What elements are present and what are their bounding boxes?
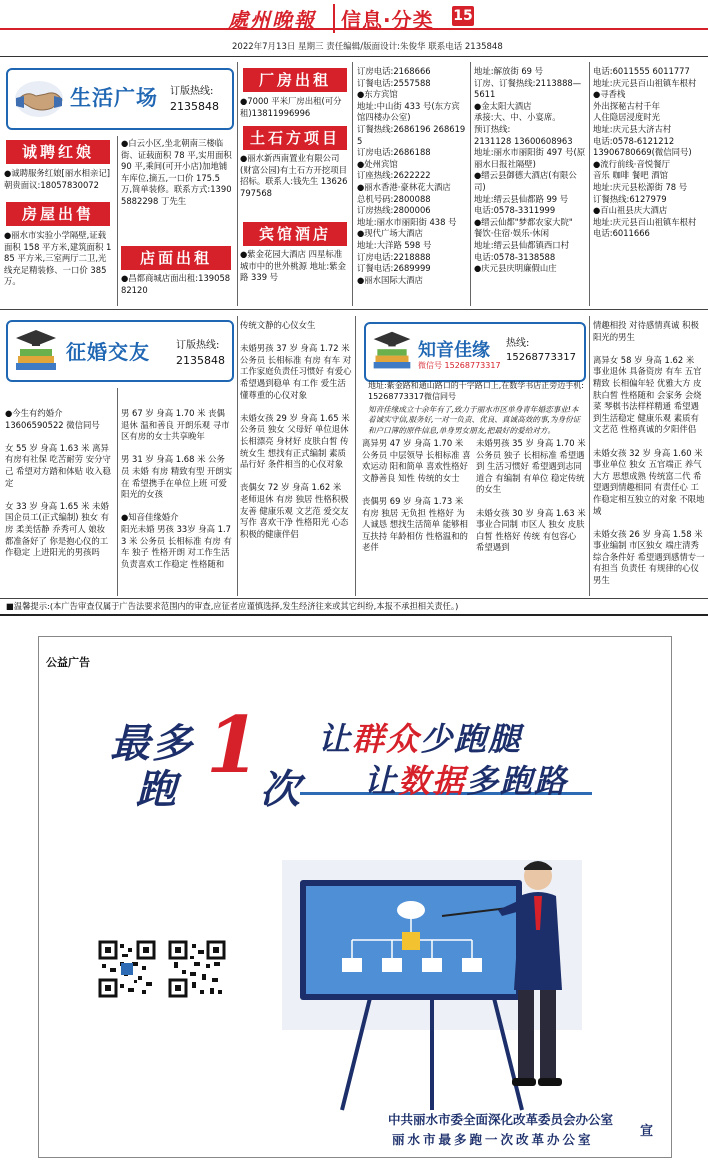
dianmian-title: 店面出租 [121,246,231,270]
zhiyin-hotline-label: 热线: [506,338,530,349]
slogan-ci: 次 [260,767,300,813]
binguan-body: ●紫金花园大酒店 四星标准 城市中的世外桃源 地址:紫金路 339 号 [240,249,346,283]
hotels-col-1: 订房电话:2168666 订餐电话:2557588 ●东方宾馆 地址:中山街 433 号(东方宾馆四楼办公室) 订餐热线:2686196 2686195 订房电话:2686188 ●处州宾馆 订座热线:2622222 ●丽水香港·豪林花大酒店 总机号码:2800088 订房热线:2800006 地址:丽水市丽阳街 438 号 ●现代广场大酒店 地址:大洋路 598 号 订房电话:2218888 订餐电话:2689999 ●丽水国际大酒店 [357,66,466,285]
zhiyin-banner [364,322,586,382]
top-section-rule [0,309,708,310]
zhenghun-col-3: 传统文静的心仪女生 未婚男孩 37 岁 身高 1.72 米 公务员 长相标准 有房 有车 对工作家庭负责任习惯好 有爱心 希望遇到稳单 有工作 爱生活 懂尊重的心仪对象 未婚女孩 29 岁 身高 1.65 米 公务员 独女 父母好 单位退休 长相漂亮 身材好 皮肤白皙 传统女生 想找有正式编制 素质品行好 条件相当的心仪对象 丧偶女 72 岁 身高 1.62 米 老师退休 有房 独居 性格积极友善 健康乐观 文艺范 爱交友 写作 喜欢干净 性格阳光 心态积极的健康伴侣 [240,320,352,539]
slogan-line-1 [318,714,522,760]
changfang-title: 厂房出租 [243,68,347,92]
slogan-2-pre: 让 [364,762,399,800]
qr-code-icon [98,940,156,998]
zhiyin-right: 情趣相投 对待感情真诚 积极阳光的男生 离异女 58 岁 身高 1.62 米 事业退休 具备资房 有车 五官精致 长相偏年轻 优雅大方 皮肤白皙 性格随和 会家务 会烧菜 琴棋书法样样精通 希望遇到生活稳定 健康乐观 素质有文艺范 性格真诚的夕阳伴侣 未婚女孩 32 岁 身高 1.60 米 事业单位 独女 五官端正 养气大方 思想成熟 传统富二代 希望遇到情趣相同 有责任心 工作稳定相互独立的对象 不限地域 未婚女孩 26 岁 身高 1.58 米 事业编制 市区独女 端庄清秀 综合条件好 希望遇到感情专一 有担当 负责任 有规律的心仪男生 [593,320,705,586]
zhenghun-banner [6,320,234,382]
zhiyin-intro: 知音佳缘成立十余年有了,致力于丽水市区单身青年婚恋事业!本着诚实守信,服务好,一对一负责、优良、真诚高效的事,为身份证和户口簿的原件信息,单身男女朋友,把最好的爱给对方。 [368,405,581,435]
slogan-1-post: 少跑腿 [420,720,523,758]
org-suffix: 宣 [640,1124,654,1139]
shenghuo-hotline-label: 订版热线: [170,86,214,97]
col-rule-3 [352,62,353,306]
zhaopin-title: 诚聘红娘 [6,140,110,164]
qr-code-icon-2 [168,940,226,998]
slogan-pao: 跑 [136,767,176,813]
masthead-rule [0,56,708,57]
col-rule-1 [117,136,118,306]
zhenghun-hotline-label: 订版热线: [176,340,220,351]
hotels-col-3: 电话:6011555 6011777 地址:庆元县百山祖镇车根村 ●寻香栈 外出探秘古村千年 人住隐居浸度时光 地址:庆元县大济古村 电话:0578-6121212 13906780669(微信同号) ●流行前线·音悦餐厅 音乐 咖啡 餐吧 酒馆 地址:庆元县松源街 78 号 订餐热线:6127979 ●百山祖县庆大酒店 地址:庆元县百山祖镇车根村 电话:6011666 [593,66,697,239]
masthead [0,0,708,58]
page-number: 15 [453,8,473,24]
graduation-books-icon-2 [370,328,414,374]
graduation-books-icon [12,326,60,376]
shenghuo-banner [6,68,234,130]
fangwu-title: 房屋出售 [6,202,110,226]
zhenghun-title: 征婚交友 [66,340,150,364]
org-line-1: 中共丽水市委全面深化改革委员会办公室 [388,1112,614,1127]
paper-name: 處州晚報 [228,8,316,32]
zhiyin-mid: 未婚男孩 35 岁 身高 1.70 米 公务员 独子 长相标准 希望遇到 生活习惯好 希望遇到志同道合 有编制 有单位 稳定传统的女生 未婚女孩 30 岁 身高 1.63 米 事业合同制 市区人 独女 皮肤白皙 性格好 传统 有包容心 希望遇到 [476,438,586,553]
zhiyin-address: 地址:紫金路和通山路口的十字路口上,在数学书店正旁边手机:15268773317微信同号 [368,381,584,401]
notice-text: ■温馨提示:(本广告审查仅属于广告法要求范围内的审查,应征者应谨慎选择,发生经济往来或其它纠纷,本报不承担相关责任。) [6,601,459,611]
mid-rule-1 [117,388,118,596]
notice-rule [0,598,708,599]
zhiyin-hotline: 15268773317 [506,352,576,363]
slogan-2-post: 多跑路 [466,762,569,800]
zhenghun-hotline: 2135848 [176,354,225,367]
changfang-body: ●7000 平米厂房出租(可分租)13811996996 [240,96,342,118]
presentation-illustration [262,840,602,1120]
zhiyin-left: 离异男 47 岁 身高 1.70 米 公务员 中层领导 长相标准 喜欢运动 阳和简单 喜欢性格好 文静善良 知性 传统的女士 丧偶男 69 岁 身高 1.73 米 有房 独居 无负担 性格好 为人诚恳 想找生活简单 能够相互扶持 年龄相仿 性格温和的老伴 [362,438,471,553]
mid-rule-4 [589,316,590,596]
mid-rule-2 [237,316,238,596]
handshake-icon [12,76,66,122]
slogan-line-2 [364,756,568,802]
tushi-title: 土石方项目 [243,126,347,150]
zhenghun-col-1: ●今生有约婚介 13606590522 微信同号 女 55 岁 身高 1.63 米 离异 有房有社保 吃苦耐劳 安分守己 希望对方踏和体贴 收入稳定 女 33 岁 身高 1.65 米 未婚 国企员工(正式编制) 独女 有房 柔美恬静 乔秀可人 娘妆都准备好了 你是抱心仪的工作稳定 上进阳光的男孩吗 [5,408,111,558]
dateline: 2022年7月13日 星期三 责任编辑/版面设计:朱俊华 联系电话 2135848 [232,42,503,52]
section-title: 信息·分类 [333,4,434,33]
psa-label: 公益广告 [46,656,90,669]
zhaopin-body: ●诚聘服务红娘[丽水相亲记]朝贵面议:18057830072 [4,168,110,190]
shenghuo-title: 生活广场 [70,86,158,110]
shenghuo-hotline: 2135848 [170,100,219,113]
notice-rule-bottom [0,614,708,616]
slogan-zuiduo: 最多 [110,721,194,767]
slogan-2-hl: 数据 [398,762,467,800]
col-rule-5 [589,62,590,306]
slogan-1-pre: 让 [318,720,353,758]
dianmian-body: ●昌都商城店面出租:13905882120 [121,273,231,295]
org-line-2: 丽水市最多跑一次改革办公室 [392,1132,594,1147]
slogan-one: 1 [206,700,261,791]
col-rule-4 [470,62,471,306]
mid-rule-3 [355,316,356,596]
shop-sale-body: ●白云小区,坐北朝南三楼临街、证载面积 78 平,实用面积 90 平,乘间(可开小店)加地铺车库位,摘五,一口价 175.5 万,简单装修。联系方式:13905882298 丁先生 [121,138,232,206]
slogan-big [110,700,330,813]
binguan-title: 宾馆酒店 [243,222,347,246]
tushi-body: ●丽水新西南置业有限公司(财富公园)有土石方开挖项目招标。联系人:钱先生 13626797568 [240,153,348,198]
fangwu-body: ●丽水市实验小学隔壁,证载面积 158 平方米,建筑面积 185 平方米,三室两厅二卫,光线充足精装修、一口价 385万。 [4,230,112,287]
zhiyin-title: 知音佳缘 [418,340,490,361]
zhenghun-col-2: 男 67 岁 身高 1.70 米 丧偶 退休 温和善良 开朗乐观 寻市区有房的女士共享晚年 男 31 岁 身高 1.68 米 公务员 未婚 有房 精致有型 开朗实在 希望携手在单位上班 可爱阳光的女孩 ●知音佳缘婚介 阳光未婚 男孩 33岁 身高 1.73 米 公务员 长相标准 有房 有车 独子 性格开朗 对工作生活负责喜欢工作稳定 性格随和 [121,408,233,569]
slogan-1-hl: 群众 [352,720,421,758]
col-rule-2 [237,62,238,306]
hotels-col-2: 地址:解放街 69 号 订房、订餐热线:2113888—5611 ●金太阳大酒店 承接:大、中、小宴席。 预订热线: 2131128 13600608963 地址:丽水市丽阳街 497 号(原丽水日报社隔壁) ●缙云县御德大酒店(有限公司) 地址:缙云县仙都路 99 号 电话:0578-3311999 ●缙云仙都"梦都农家大院" 餐饮·住宿·娱乐·休闲 地址:缙云县仙都镇西口村 电话:0578-3138588 ●庆元县庆明廉假山庄 [474,66,586,274]
zhiyin-wechat: 微信号 15268773317 [418,361,501,370]
